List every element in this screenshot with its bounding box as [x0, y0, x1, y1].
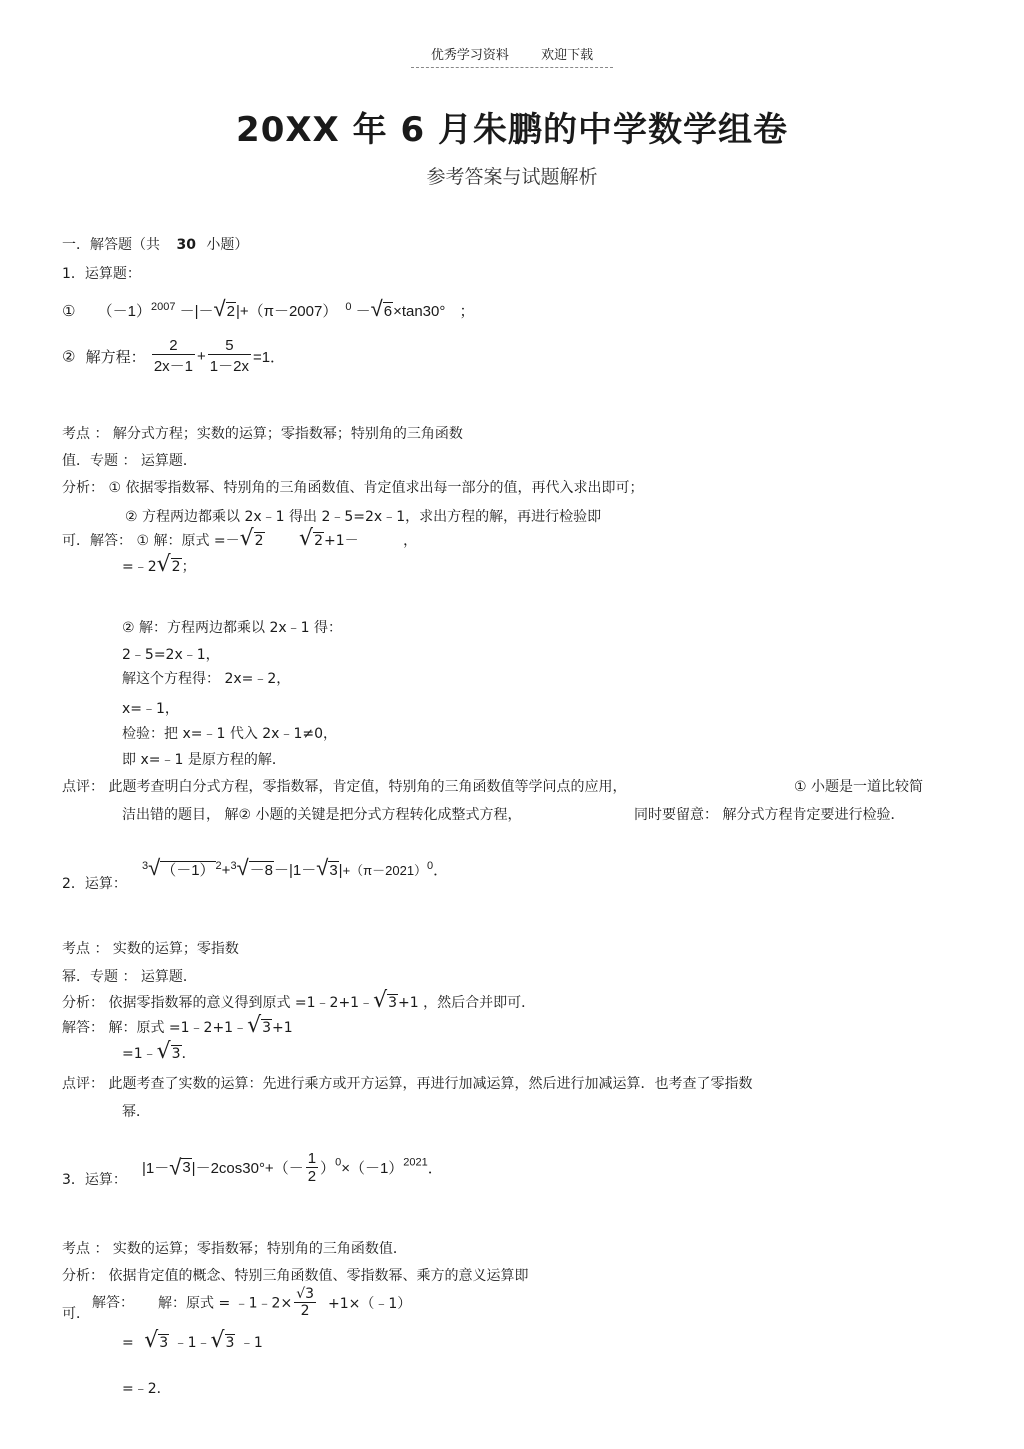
q2-rad1-exp: 2 — [215, 860, 222, 872]
section-label: 一．解答题（共 — [62, 237, 160, 253]
q2-dianping2: 幂． — [122, 1104, 150, 1120]
q3-end: ． — [427, 1160, 443, 1177]
q3-fenxi: 分析： 依据肯定值的概念、特别三角函数值、零指数幂、乘方的意义运算即 — [62, 1268, 529, 1284]
q1-jieda-comma: ， — [403, 533, 418, 549]
q2-root-index2: 3 — [230, 860, 237, 872]
q2-rad1-body: （－1） — [161, 862, 215, 879]
page-subtitle: 参考答案与试题解析 — [426, 166, 598, 188]
q2-fenxi-text: 分析： 依据零指数幂的意义得到原式 =1﹣2+1﹣ — [62, 995, 374, 1011]
q1-frac2 — [208, 337, 251, 376]
q1-fenxi1: 分析： ① 依据零指数幂、特别角的三角函数值、肯定值求出每一部分的值，再代入求出即可； — [62, 480, 644, 496]
q1-item1-end: ； — [459, 303, 475, 320]
q1-frac2-num: 5 — [208, 337, 251, 355]
q1-jieda-line2-text: =﹣2 — [122, 559, 157, 575]
q3-jieda-end: +1×（﹣1） — [328, 1295, 412, 1312]
q1-dianping2b: 同时要留意： 解分式方程肯定要进行检验． — [634, 807, 905, 823]
q2-jieda2 — [122, 1039, 196, 1064]
q1-jieda-rad2: 2 — [314, 533, 323, 549]
sqrt-icon: √ — [144, 1328, 159, 1353]
q1-jieda-label: 可．解答： ① 解：原式 =－ — [62, 533, 240, 549]
q3-jieda-frac — [294, 1286, 316, 1319]
q3-head: 3．运算： — [62, 1172, 127, 1188]
q2-jieda2-end: ． — [181, 1046, 196, 1062]
q2-jieda — [62, 1013, 293, 1038]
q2-root-index1: 3 — [142, 860, 149, 872]
q2-jieda-rad: 3 — [262, 1020, 272, 1036]
q1-jieda — [62, 526, 417, 551]
q1-sol2-1: ② 解：方程两边都乘以 2x﹣1 得： — [122, 620, 343, 636]
q1-frac2-den: 1－2x — [209, 358, 249, 375]
q2-fenxi-end: +1 ，然后合并即可． — [398, 995, 536, 1011]
q1-item1-exp: 2007 — [150, 301, 176, 313]
q3-frac-den: 2 — [307, 1168, 317, 1185]
q1-item1-rad2: 6 — [383, 303, 393, 320]
q1-item1-d: － — [355, 303, 371, 320]
q1-jieda-line2-rad: 2 — [171, 559, 181, 575]
q3-c: ） — [320, 1160, 336, 1177]
header-right: 欢迎下载 — [541, 48, 594, 63]
q1-item1-exp2: 0 — [345, 301, 352, 313]
q3-frac — [306, 1150, 318, 1185]
q1-kaodian: 考点 ： 解分式方程；实数的运算；零指数幂；特别角的三角函数 — [62, 426, 463, 442]
q3-jieda — [158, 1286, 411, 1319]
q1-item1-a: （－1） — [97, 303, 151, 320]
q1-sol2-3: 解这个方程得： 2x=﹣2， — [122, 671, 291, 687]
q2-head: 2．运算： — [62, 876, 127, 892]
q1-plus: + — [197, 348, 206, 365]
q1-item1-num: ① — [62, 303, 76, 320]
section-count: 30 — [176, 237, 196, 253]
q3-ke: 可． — [62, 1306, 90, 1322]
q3-exp0: 0 — [335, 1156, 342, 1169]
q2-zhuanti: 幂．专题 ： 运算题． — [62, 969, 197, 985]
q2-fenxi-rad: 3 — [388, 995, 398, 1011]
q3-line2-rad2: 3 — [225, 1335, 235, 1351]
q3-frac-num: 1 — [307, 1150, 317, 1167]
sqrt-icon: √ — [370, 296, 383, 321]
q1-item2 — [62, 337, 285, 376]
page-title: 20XX 年 6 月朱鹏的中学数学组卷 — [236, 110, 788, 150]
q2-rad3: 3 — [329, 862, 338, 879]
sqrt-icon: √ — [156, 1039, 171, 1064]
q1-item2-end: =1． — [252, 349, 286, 366]
q3-jieda-den: 2 — [300, 1303, 310, 1319]
q3-line3: =﹣2． — [122, 1381, 171, 1397]
q3-a: |1－ — [142, 1160, 170, 1177]
q1-frac1-den: 2x－1 — [153, 358, 193, 375]
sqrt-icon: √ — [239, 526, 254, 551]
q1-sol2-6: 即 x=﹣1 是原方程的解． — [122, 752, 286, 768]
q3-jieda-label: 解答： — [92, 1295, 134, 1311]
q2-tail: +（π－2021） — [342, 863, 428, 878]
q1-jieda-line2-end: ； — [181, 559, 196, 575]
sqrt-icon: √ — [373, 988, 388, 1013]
section-suffix: 小题） — [206, 237, 249, 253]
q3-line2-rad1: 3 — [159, 1335, 169, 1351]
q1-dianping1: 点评： 此题考查明白分式方程，零指数幂，肯定值，特别角的三角函数值等学问点的应用， — [62, 779, 627, 795]
q1-jieda-tail: +1－ — [324, 533, 359, 549]
q2-dianping1: 点评： 此题考查了实数的运算：先进行乘方或开方运算，再进行加减运算，然后进行加减运算．也考查了零指数 — [62, 1076, 753, 1092]
q1-item1 — [62, 296, 475, 322]
q2-kaodian: 考点 ： 实数的运算；零指数 — [62, 941, 239, 957]
sqrt-icon: √ — [169, 1154, 182, 1180]
q2-end: ． — [433, 862, 449, 879]
sqrt-icon: √ — [156, 552, 171, 577]
q1-head: 1．运算题： — [62, 266, 141, 282]
q1-dianping2: 洁出错的题目， 解② 小题的关键是把分式方程转化成整式方程， — [122, 807, 522, 823]
q2-plus: + — [221, 862, 231, 879]
q3-b: |－2cos30°+（－ — [191, 1160, 304, 1177]
q1-item1-e: ×tan30° — [393, 303, 446, 320]
q1-jieda-line2 — [122, 552, 196, 577]
sqrt-icon: √ — [210, 1328, 225, 1353]
q1-zhuanti: 值．专题 ： 运算题． — [62, 453, 197, 469]
q2-jieda2-text: =1﹣ — [122, 1046, 157, 1062]
q2-abs-end: | — [338, 862, 343, 879]
q3-line2-end: ﹣1 — [239, 1335, 263, 1351]
q2-jieda-end: +1 — [272, 1020, 293, 1036]
page-header — [0, 44, 1024, 68]
q1-item1-rad1: 2 — [226, 303, 235, 320]
q3-expression — [142, 1150, 443, 1185]
sqrt-icon: √ — [316, 855, 329, 880]
q1-sol2-5: 检验：把 x=﹣1 代入 2x﹣1≠0， — [122, 726, 338, 742]
section-heading — [62, 234, 248, 254]
cube-root-icon: √ — [148, 855, 161, 880]
sqrt-icon: √ — [247, 1013, 262, 1038]
q1-dianping1b: ① 小题是一道比较简 — [794, 779, 924, 795]
cube-root-icon: √ — [236, 855, 249, 880]
q3-exp2021: 2021 — [403, 1156, 428, 1169]
q3-line2 — [122, 1328, 263, 1353]
q2-rad2-body: －8 — [249, 862, 273, 879]
q1-jieda-rad1: 2 — [254, 533, 264, 549]
q3-d: ×（－1） — [341, 1160, 404, 1177]
q2-tail-exp: 0 — [427, 860, 434, 872]
q2-jieda2-rad: 3 — [171, 1046, 181, 1062]
q1-frac1-num: 2 — [152, 337, 195, 355]
q1-sol2-2: 2﹣5=2x﹣1， — [122, 647, 220, 663]
q1-fenxi2: ② 方程两边都乘以 2x﹣1 得出 2﹣5=2x﹣1，求出方程的解，再进行检验即 — [125, 509, 602, 525]
q2-fenxi — [62, 988, 535, 1013]
sqrt-icon: √ — [296, 1286, 306, 1302]
header-left: 优秀学习资料 — [430, 48, 509, 63]
sqrt-icon: √ — [299, 526, 314, 551]
q3-line2-mid: ﹣1﹣ — [173, 1335, 211, 1351]
q3-kaodian: 考点 ： 实数的运算；零指数幂；特别角的三角函数值． — [62, 1241, 407, 1257]
q1-item1-c: |+（π－2007） — [235, 303, 338, 320]
q2-jieda-text: 解答： 解：原式 =1﹣2+1﹣ — [62, 1020, 248, 1036]
q3-jieda-rad: 3 — [305, 1286, 315, 1302]
q1-item1-b: －|－ — [179, 303, 214, 320]
q1-sol2-4: x=﹣1， — [122, 701, 179, 717]
q1-frac1 — [152, 337, 195, 376]
q1-item2-label: 解方程： — [85, 349, 146, 366]
q2-mid: －|1－ — [273, 862, 317, 879]
q2-expression — [142, 855, 448, 881]
q3-line2-eq: = — [122, 1335, 134, 1351]
q1-item2-num: ② — [62, 348, 76, 366]
sqrt-icon: √ — [213, 296, 226, 321]
q3-rad: 3 — [182, 1159, 191, 1176]
q3-jieda-text: 解：原式 = ﹣1﹣2× — [158, 1295, 293, 1312]
